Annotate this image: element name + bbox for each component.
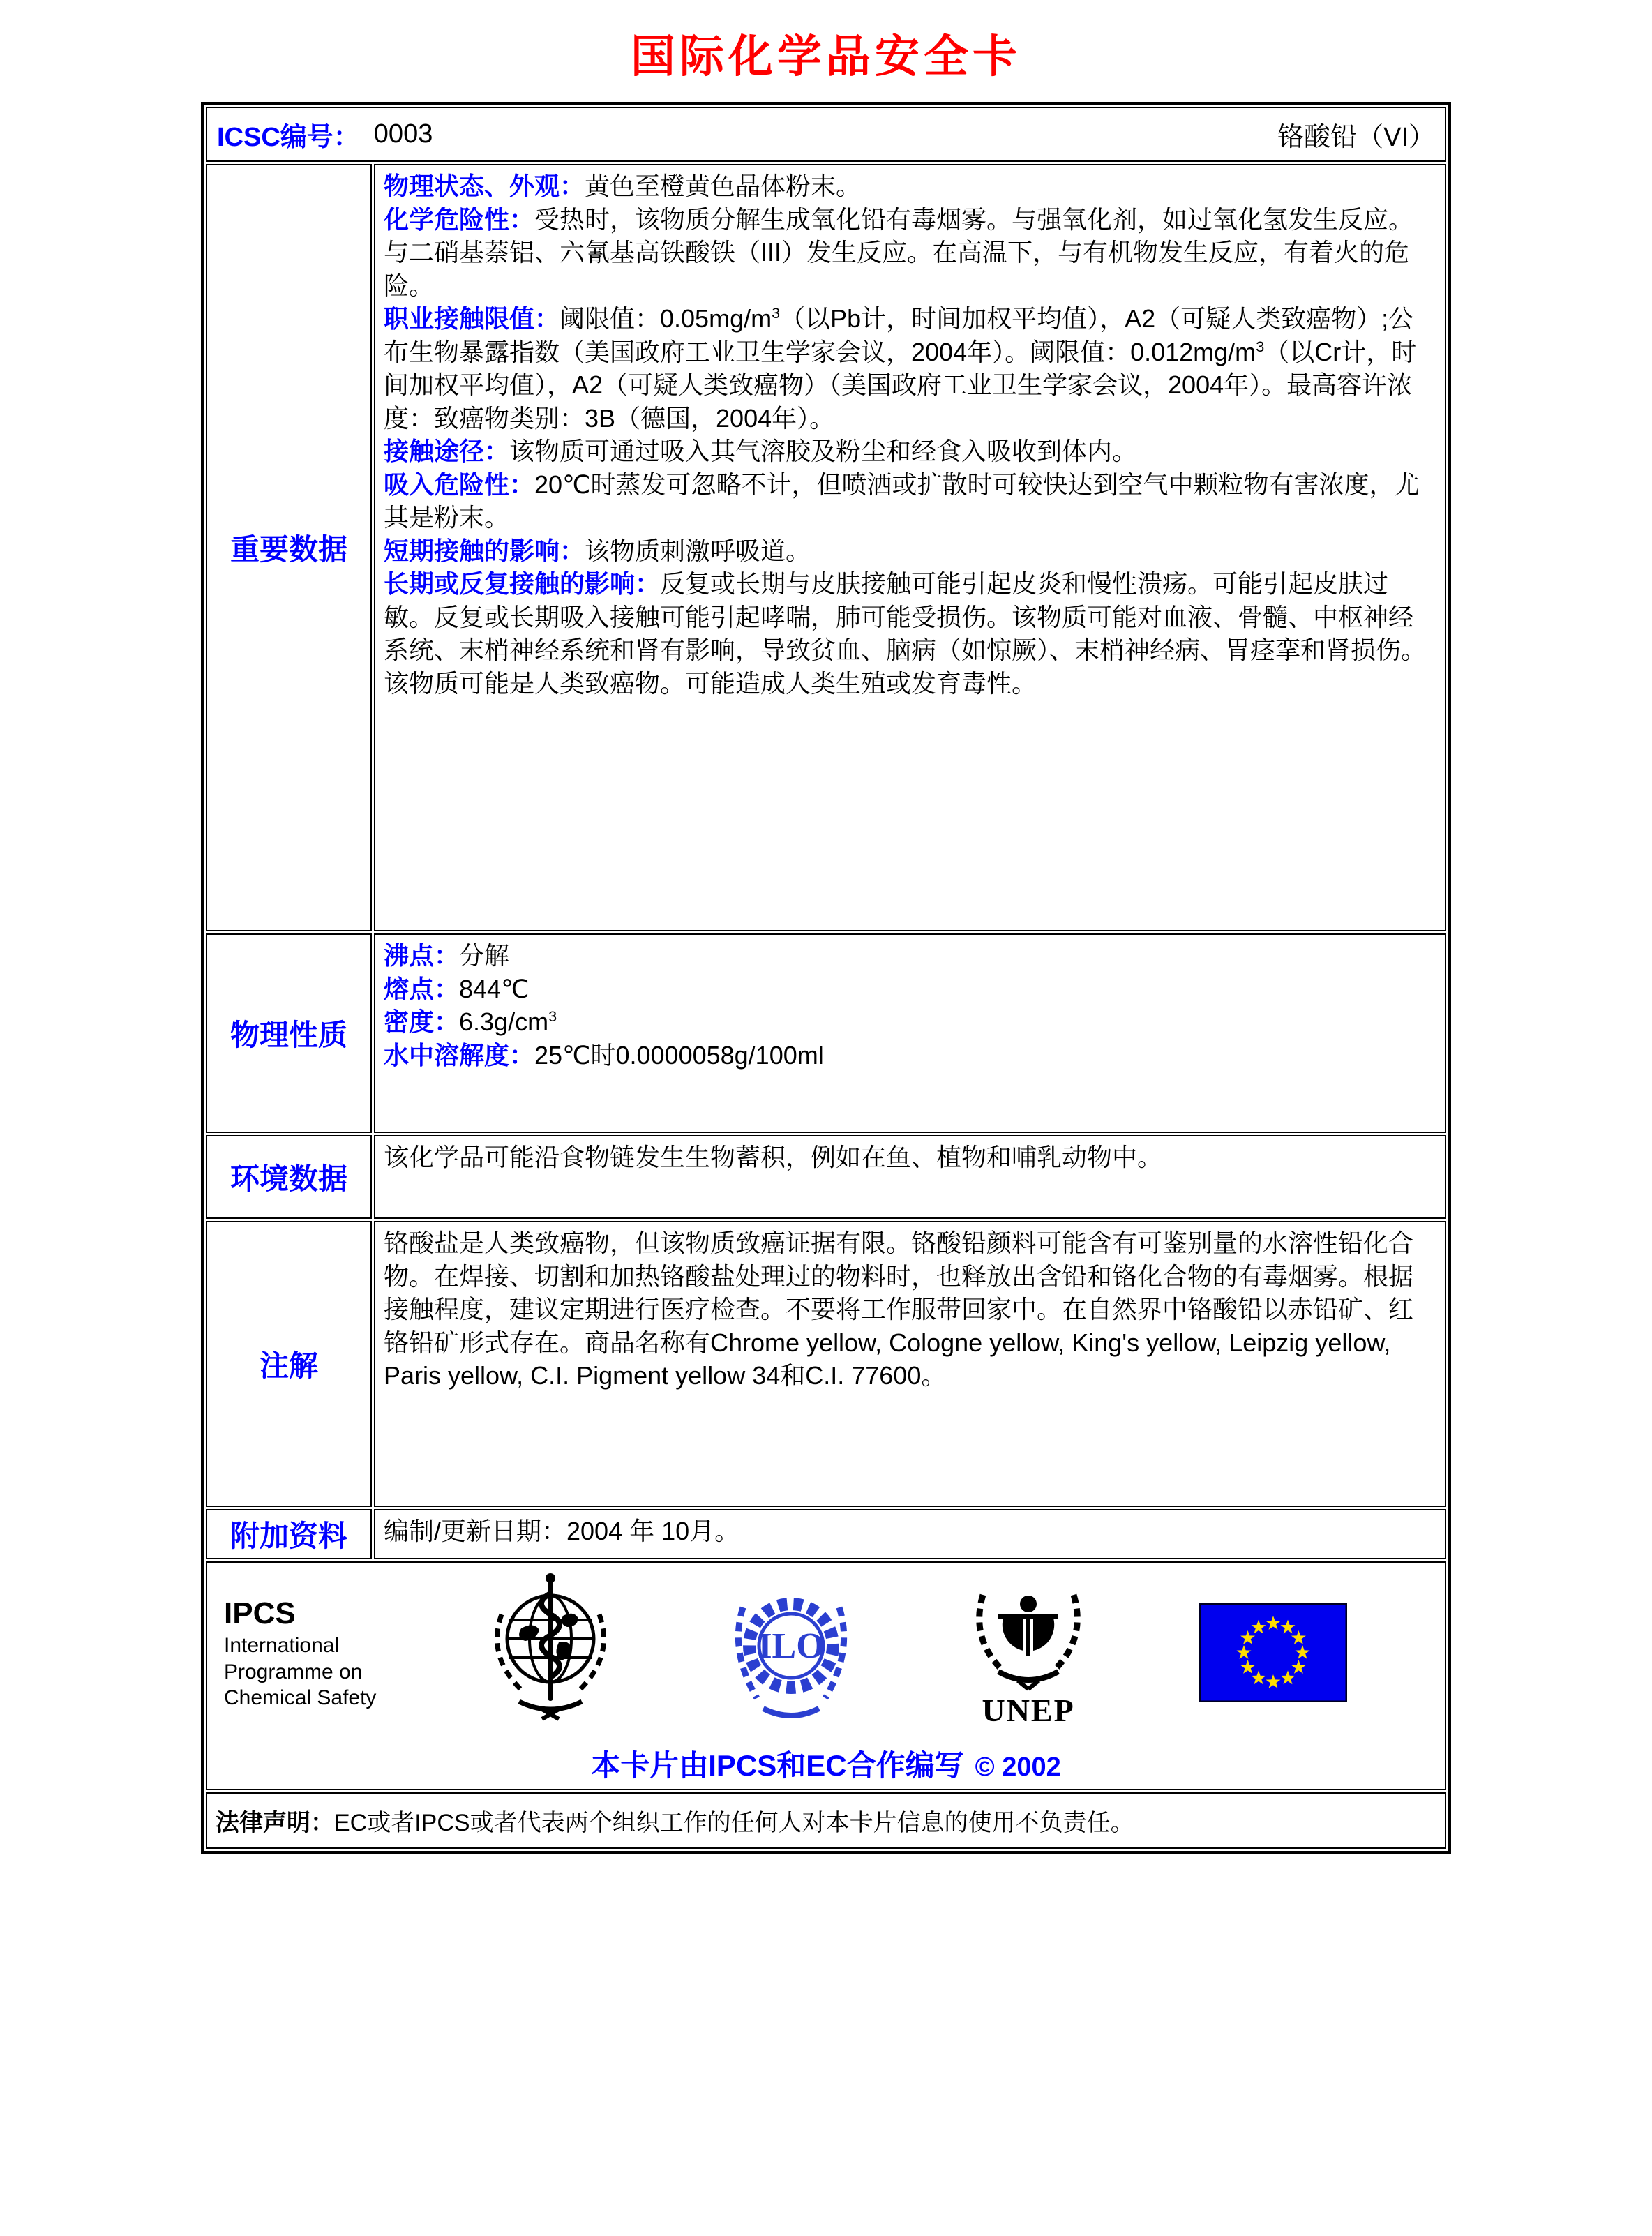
section-important-data-label: 重要数据 [206,164,372,931]
ipcs-text-block [224,1594,376,1711]
field-text: （以Pb计，时间加权平均值），A2（可疑人类致癌物）;公布生物暴露指数（美国政府工业卫生学家会议，2004年）。阈限值：0.012mg/m [384,304,1414,366]
field-label: 吸入危险性： [384,470,535,499]
field-text: 阈限值：0.05mg/m [560,304,772,333]
icsc-number-value: 0003 [373,119,433,149]
card-header-row [206,107,1446,162]
paragraph [384,534,1436,568]
field-text: 该物质可通过吸入其气溶胶及粉尘和经食入吸收到体内。 [509,437,1138,466]
icsc-number-label: ICSC编号： [217,123,360,152]
section-notes-label: 注解 [206,1221,372,1507]
section-environmental-data-content [374,1135,1446,1219]
paragraph [384,302,1436,435]
credit-year: © 2002 [975,1753,1061,1782]
paragraph [384,1226,1436,1393]
field-label: 沸点： [384,941,460,970]
eu-flag [1199,1603,1347,1702]
field-label: 熔点： [384,974,460,1003]
field-label: 职业接触限值： [384,304,560,333]
field-text: 该物质刺激呼吸道。 [585,536,811,565]
ipcs-line: Chemical Safety [224,1686,377,1710]
field-label: 接触途径： [384,437,510,466]
who-logo [481,1573,620,1733]
legal-notice-label: 法律声明： [216,1810,334,1836]
field-text: 黄色至橙黄色晶体粉末。 [585,172,862,200]
credit-line [221,1743,1431,1785]
field-text: 3 [1256,337,1265,355]
field-text: 铬酸盐是人类致癌物，但该物质致癌证据有限。铬酸铅颜料可能含有可鉴别量的水溶性铅化合物。在焊接、切割和加热铬酸盐处理过的物料时，也释放出含铅和铬化合物的有毒烟雾。根据接触程度，建议定期进行医疗检查。不要将工作服带回家中。在自然界中铬酸铅以赤铅矿、红铬铅矿形式存在。商品名称有Chrome yellow, Cologne yellow, King's yellow, Leipzig yellow, Paris yellow, C.I. Pigment yellow 34和C.I. 77600。 [384,1229,1414,1390]
unep-wordmark: UNEP [982,1692,1075,1728]
section-additional-information-content [374,1509,1446,1559]
field-text: 分解 [459,941,510,970]
page-title: 国际化学品安全卡 [631,31,1021,82]
safety-card-table [201,102,1451,1854]
field-label: 密度： [384,1007,460,1037]
paragraph [384,1039,1436,1072]
field-text: 反复或长期与皮肤接触可能引起皮炎和慢性溃疡。可能引起皮肤过敏。反复或长期吸入接触可能引起哮喘，肺可能受损伤。该物质可能对血液、骨髓、中枢神经系统、末梢神经系统和肾有影响，导致贫血、脑病（如惊厥）、末梢神经病、胃痉挛和肾损伤。该物质可能是人类致癌物。可能造成人类生殖或发育毒性。 [384,569,1427,698]
credit-text: 本卡片由IPCS和EC合作编写 [591,1749,964,1782]
field-label: 物理状态、外观： [384,172,585,200]
paragraph [384,939,1436,973]
field-text: （以Cr计，时间加权平均值），A2（可疑人类致癌物）（美国政府工业卫生学家会议，2004年）。最高容许浓度：致癌物类别：3B（德国，2004年）。 [384,337,1417,433]
section-additional-information-label: 附加资料 [206,1509,372,1559]
legal-notice [206,1792,1446,1849]
field-text: 844℃ [459,974,530,1003]
paragraph [384,203,1436,303]
field-text: 6.3g/cm [459,1007,549,1037]
section-environmental-data-label: 环境数据 [206,1135,372,1219]
ilo-logo [725,1573,857,1733]
field-text: 编制/更新日期：2004 年 10月。 [384,1517,740,1545]
paragraph [384,170,1436,203]
ipcs-line: Programme on [224,1660,363,1683]
field-text: 3 [772,304,781,322]
field-label: 长期或反复接触的影响： [384,569,661,599]
ipcs-title: IPCS [224,1596,296,1631]
paragraph [384,567,1436,700]
section-physical-properties-content [374,933,1446,1133]
organizations-footer [206,1561,1446,1790]
section-important-data-content [374,164,1446,931]
field-label: 水中溶解度： [384,1040,535,1070]
svg-text:ILO: ILO [758,1626,825,1666]
field-text: 25℃时0.0000058g/100ml [534,1040,824,1070]
section-physical-properties-label: 物理性质 [206,933,372,1133]
field-label: 化学危险性： [384,204,535,234]
paragraph [384,1515,1436,1548]
paragraph [384,1005,1436,1039]
paragraph [384,1141,1436,1174]
section-notes-content [374,1221,1446,1507]
field-text: 20℃时蒸发可忽略不计，但喷洒或扩散时可较快达到空气中颗粒物有害浓度，尤其是粉末。 [384,470,1420,532]
ipcs-line: International [224,1634,340,1658]
field-label: 短期接触的影响： [384,536,585,565]
paragraph [384,973,1436,1006]
field-text: 该化学品可能沿食物链发生生物蓄积，例如在鱼、植物和哺乳动物中。 [384,1143,1163,1171]
field-text: 3 [548,1007,557,1026]
paragraph [384,468,1436,534]
chemical-name: 铬酸铅（VI） [1277,123,1435,152]
field-text: 受热时，该物质分解生成氧化铅有毒烟雾。与强氧化剂，如过氧化氢发生反应。与二硝基萘铝、六氰基高铁酸铁（III）发生反应。在高温下，与有机物发生反应，有着火的危险。 [384,204,1414,300]
legal-notice-text: EC或者IPCS或者代表两个组织工作的任何人对本卡片信息的使用不负责任。 [334,1810,1134,1836]
paragraph [384,435,1436,468]
unep-logo [962,1577,1095,1729]
